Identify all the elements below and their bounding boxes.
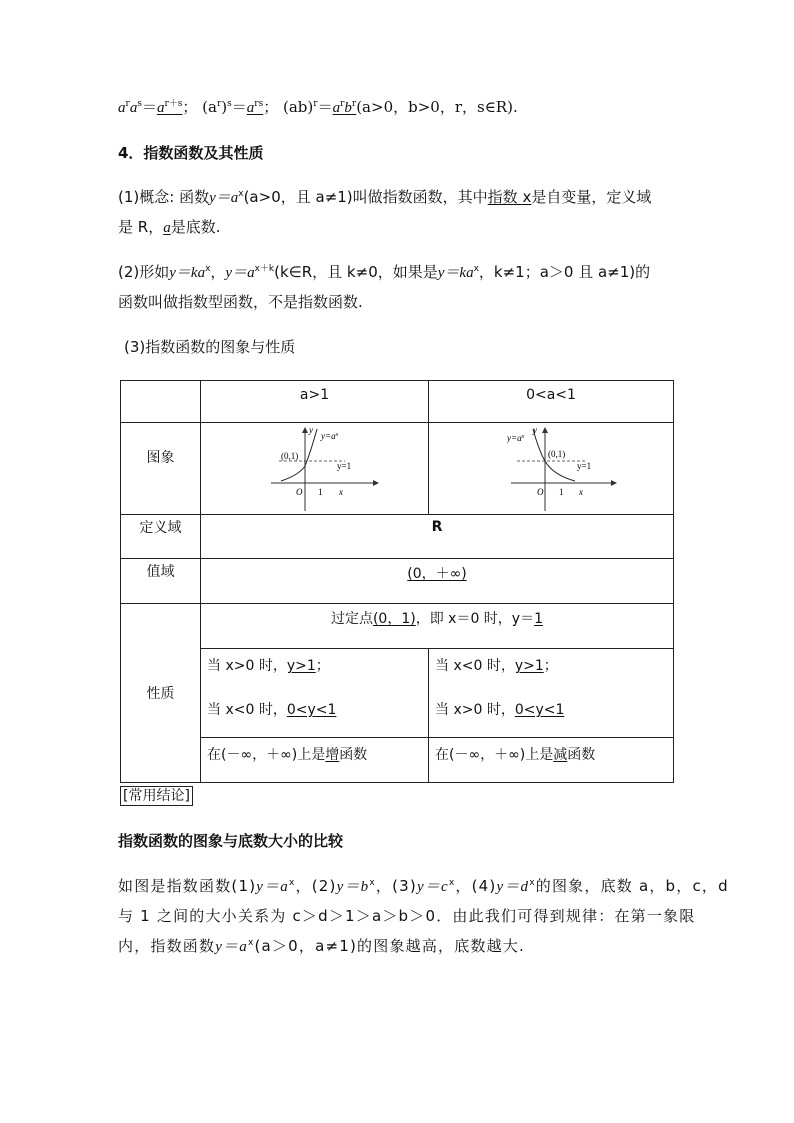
curve-label: $y=a^x$ <box>321 431 339 441</box>
row-label-range: 值域 <box>121 559 201 604</box>
table-monotonicity-row <box>121 738 674 783</box>
table-value-cases-row <box>121 649 674 738</box>
conclusion-para-line-2: 与 1 之间的大小关系为 c＞d＞1＞a＞b＞0．由此我们可得到规律：在第一象限 <box>118 907 696 925</box>
header-0-lt-a-lt-1: 0<a<1 <box>429 381 674 423</box>
header-a-gt-1: a>1 <box>201 381 429 423</box>
table-graph-row <box>121 423 674 515</box>
header-empty-cell <box>121 381 201 423</box>
table-domain-row <box>121 515 674 559</box>
left-monotonicity: 在(－∞，＋∞)上是增函数 <box>201 738 429 783</box>
domain-value: R <box>201 515 674 559</box>
x-axis-arrow <box>373 480 379 486</box>
row-label-domain: 定义域 <box>121 515 201 559</box>
y-axis-arrow <box>542 427 548 433</box>
exponent-rules-line: $a^ra^s=a^{r+s}$； $(a^r)^s=a^{rs}$； $(ab)^r=a^rb^r(a>0$，b>0，r，s∈R). <box>118 98 518 116</box>
range-value: (0，＋∞) <box>201 559 674 604</box>
y-axis-arrow <box>302 427 308 433</box>
table-header-row <box>121 381 674 423</box>
form-line-1: (2)形如$y=ka^x$，$y=a^{x+k}(k\in R$，且 k≠0，如果是$y=ka^x$，k≠1；a＞0 且 a≠1)的 <box>118 263 651 281</box>
form-line-2: 函数叫做指数型函数，不是指数函数. <box>118 293 363 311</box>
graph-cell-decreasing <box>429 423 674 515</box>
left-value-cases: 当 x>0 时，y>1； 当 x<0 时，0<y<1 <box>201 649 429 738</box>
concept-line-1: (1)概念: 函数$y=a^x(a>0$，且 a≠1)叫做指数函数，其中指数 x是自变量，定义域 <box>118 188 652 206</box>
fixed-point-text: 过定点(0，1)，即 x＝0 时，y＝1 <box>201 604 674 649</box>
increasing-exponential-graph <box>269 425 379 513</box>
origin-label: O <box>296 487 303 497</box>
exponential-properties-table <box>120 380 674 783</box>
curve-label: $y=a^x$ <box>507 433 525 443</box>
table-range-row <box>121 559 674 604</box>
section-4-title: 4．指数函数及其性质 <box>118 144 264 162</box>
tick-one-label: 1 <box>318 487 323 497</box>
conclusion-para-line-3: 内，指数函数$y=a^x(a>0$，a≠1)的图象越高，底数越大. <box>118 937 526 955</box>
conclusion-para-line-1: 如图是指数函数$(1)y=a^x$，$(2)y=b^x$，$(3)y=c^x$，$(4)y=d^x$的图象，底数 a，b，c，d <box>118 877 729 895</box>
right-monotonicity: 在(－∞，＋∞)上是减函数 <box>429 738 674 783</box>
x-axis-label: x <box>579 487 583 497</box>
x-axis-label: x <box>339 487 343 497</box>
conclusion-title: 指数函数的图象与底数大小的比较 <box>118 832 344 850</box>
subtitle-graph-properties: (3)指数函数的图象与性质 <box>124 338 296 356</box>
table-fixed-point-row <box>121 604 674 649</box>
right-value-cases: 当 x<0 时，y>1； 当 x>0 时，0<y<1 <box>429 649 674 738</box>
fixed-point-label: (0,1) <box>548 449 566 459</box>
origin-label: O <box>537 487 544 497</box>
graph-cell-increasing <box>201 423 429 515</box>
asymptote-label: y=1 <box>577 461 592 471</box>
common-conclusions-tag: [常用结论] <box>120 786 193 806</box>
fixed-point-label: (0,1) <box>281 451 299 461</box>
concept-line-2: 是 R，a是底数. <box>118 218 221 236</box>
tick-one-label: 1 <box>559 487 564 497</box>
decreasing-exponential-graph <box>507 425 617 513</box>
row-label-graph: 图象 <box>121 423 201 515</box>
y-axis-label: y <box>533 425 537 435</box>
asymptote-label: y=1 <box>337 461 352 471</box>
x-axis-arrow <box>611 480 617 486</box>
row-label-properties: 性质 <box>121 604 201 783</box>
y-axis-label: y <box>309 425 313 435</box>
